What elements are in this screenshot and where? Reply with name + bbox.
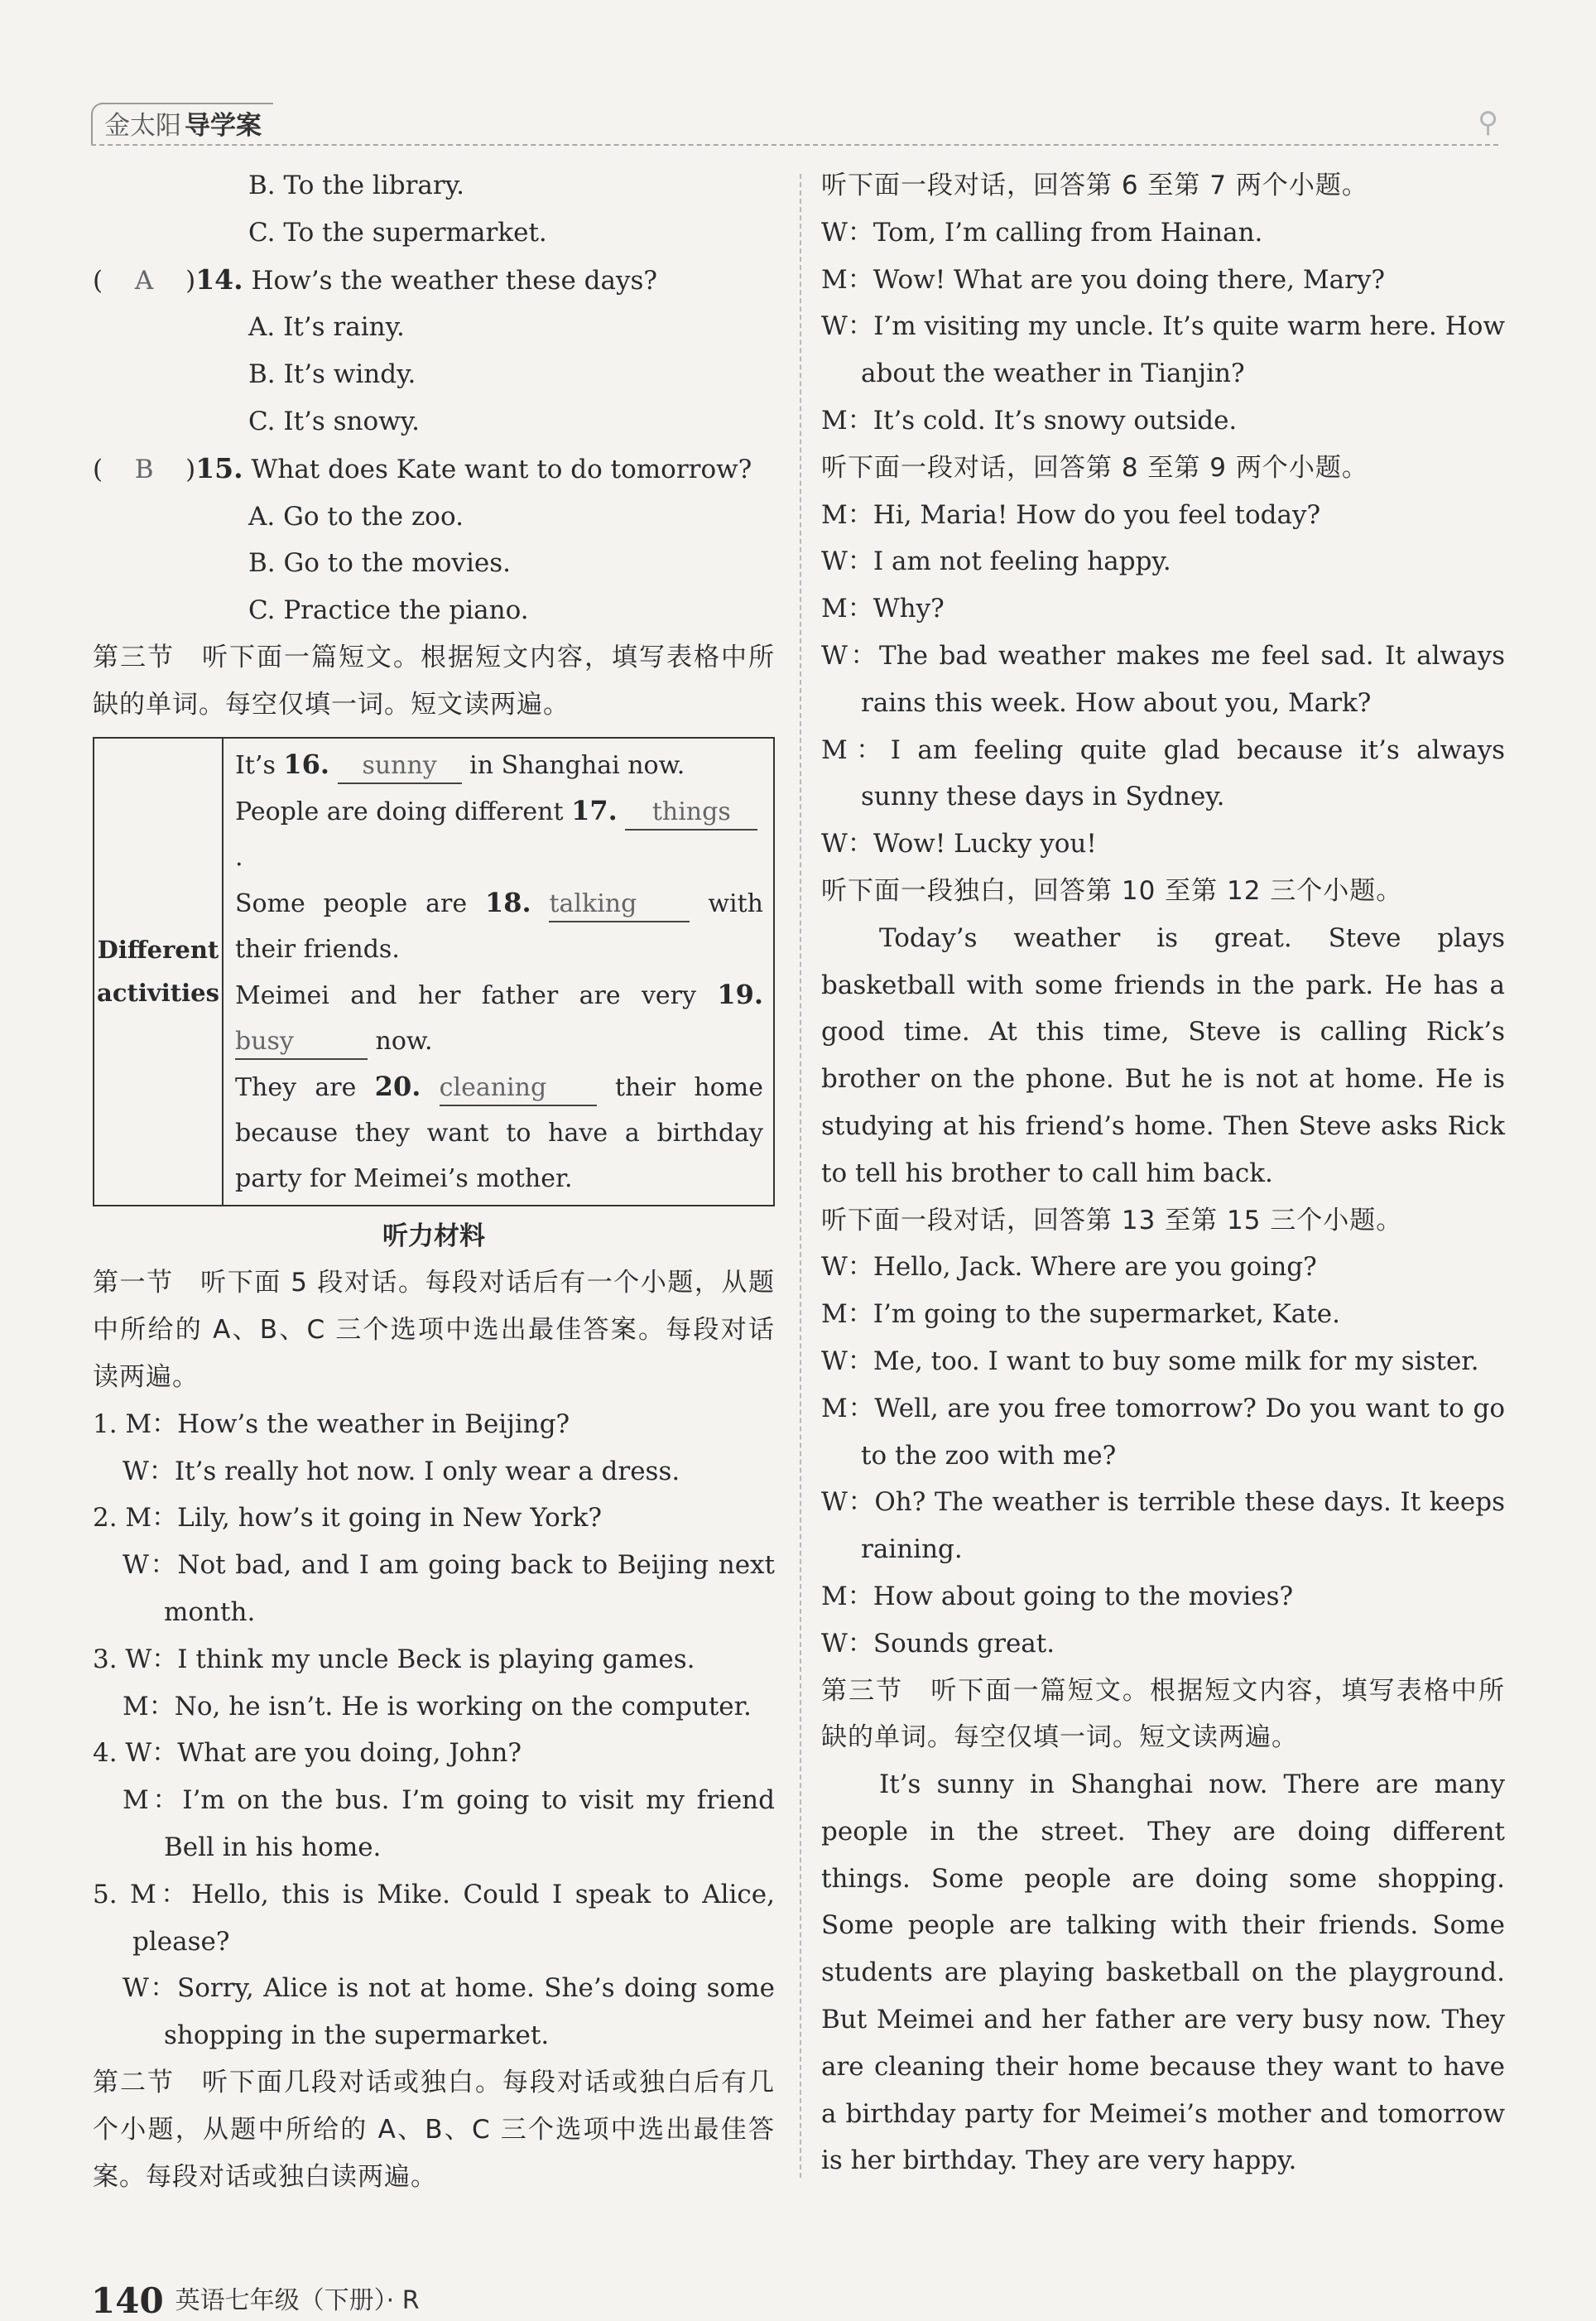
dialog-3-line2: M：No, he isn’t. He is working on the computer. xyxy=(123,1691,752,1721)
q13-option-b: B. To the library. xyxy=(248,171,464,200)
page-header xyxy=(91,103,1498,146)
dialog-line: M：I’m going to the supermarket, Kate. xyxy=(821,1299,1340,1330)
blank-number: 17. xyxy=(571,794,618,826)
question-15: ( B )15. What does Kate want to do tomorrow? xyxy=(93,445,775,494)
section3-instruction-right: 第三节 听下面一篇短文。根据短文内容，填写表格中所缺的单词。每空仅填一词。短文读两遍。 xyxy=(821,1675,1505,1753)
monologue-10-12: Today’s weather is great. Steve plays basketball with some friends in the park. He has a good time. At this time, Steve is calling Rick’s brother on the phone. But he is not at home. He is studying at his friend’s home. Then Steve asks Rick to tell his brother to call him back. xyxy=(821,922,1505,1188)
dialog-line: W：The bad weather makes me feel sad. It always rains this week. How about you, Mark? xyxy=(821,640,1505,718)
question-text: What does Kate want to do tomorrow? xyxy=(251,454,752,484)
blank-number: 16. xyxy=(283,748,330,780)
dialog-1-line2: W：It’s really hot now. I only wear a dress. xyxy=(123,1456,680,1486)
row-text: . xyxy=(235,842,243,872)
blank-20: cleaning xyxy=(440,1071,597,1106)
dialog-line: W：Me, too. I want to buy some milk for my sister. xyxy=(821,1346,1479,1376)
answer-15: B xyxy=(134,454,154,484)
q15-option-c: C. Practice the piano. xyxy=(248,595,529,626)
question-14: ( A )14. How’s the weather these days? xyxy=(93,257,775,305)
q14-option-b: B. It’s windy. xyxy=(248,359,416,390)
dialog-line: M：Hi, Maria! How do you feel today? xyxy=(821,499,1321,530)
brand-name: 金太阳 xyxy=(104,111,181,141)
table-row-19 xyxy=(235,972,763,1064)
right-column xyxy=(821,162,1505,2184)
brand-logo xyxy=(91,103,273,146)
question-number: 14. xyxy=(195,262,243,296)
blank-number: 20. xyxy=(374,1070,421,1102)
blank-17: things xyxy=(625,796,757,831)
page-number: 140 xyxy=(91,2280,164,2321)
answer-14: A xyxy=(134,265,154,296)
dialog-line: W：Wow! Lucky you! xyxy=(821,829,1097,860)
row-text: They are xyxy=(235,1072,375,1102)
dialog-5-line1: 5. M：Hello, this is Mike. Could I speak to Alice, please? xyxy=(93,1879,775,1957)
table-label xyxy=(94,738,223,1206)
q13-option-c: C. To the supermarket. xyxy=(248,217,547,248)
material-title: 听力材料 xyxy=(382,1221,485,1251)
question-number: 15. xyxy=(195,451,243,484)
dialog-1-line1: 1. M：How’s the weather in Beijing? xyxy=(93,1408,570,1439)
dialog-line: W：Oh? The weather is terrible these days. It keeps raining. xyxy=(821,1487,1505,1565)
dialog-2-line1: 2. M：Lily, how’s it going in New York? xyxy=(93,1503,603,1534)
dialog-line: M：How about going to the movies? xyxy=(821,1581,1294,1611)
dialog-line: W：I’m visiting my uncle. It’s quite warm here. How about the weather in Tianjin? xyxy=(821,311,1505,389)
dialog-line: M：It’s cold. It’s snowy outside. xyxy=(821,405,1238,436)
q15-option-a: A. Go to the zoo. xyxy=(248,501,464,532)
row-text: with their friends. xyxy=(235,888,763,964)
q14-option-c: C. It’s snowy. xyxy=(248,406,420,436)
row-text: their home because they want to have a birthday party for Meimei’s mother. xyxy=(235,1072,763,1193)
table-row-20 xyxy=(235,1064,763,1201)
dialog-line: M：Wow! What are you doing there, Mary? xyxy=(821,264,1386,295)
dialog-line: W：I am not feeling happy. xyxy=(821,547,1171,577)
page-footer xyxy=(91,2280,420,2321)
intro-6-7: 听下面一段对话，回答第 6 至第 7 两个小题。 xyxy=(821,171,1368,200)
table-row-18 xyxy=(235,880,763,972)
blank-18: talking xyxy=(549,888,690,922)
brand-subtitle: 导学案 xyxy=(185,111,262,141)
blank-16: sunny xyxy=(338,749,462,784)
dialog-line: M：Why? xyxy=(821,594,945,624)
dialog-line: W：Tom, I’m calling from Hainan. xyxy=(821,217,1263,248)
dialog-4-line1: 4. W：What are you doing, John? xyxy=(93,1738,522,1769)
section3-instruction: 第三节 听下面一篇短文。根据短文内容，填写表格中所缺的单词。每空仅填一词。短文读两遍。 xyxy=(93,642,775,720)
passage: It’s sunny in Shanghai now. There are many people in the street. They are doing different things. Some people are doing some shopping. Some people are talking with their friends. Some students are playing basketball on the playground. But Meimei and her father are very busy now. They are cleaning their home because they want to have a birthday party for Meimei’s mother and tomorrow is her birthday. They are very happy. xyxy=(821,1770,1505,2176)
blank-19: busy xyxy=(235,1025,368,1060)
question-text: How’s the weather these days? xyxy=(251,265,658,296)
section2-instruction: 第二节 听下面几段对话或独白。每段对话或独白后有几个小题，从题中所给的 A、B、C 三个选项中选出最佳答案。每段对话或独白读两遍。 xyxy=(93,2067,775,2192)
intro-13-15: 听下面一段对话，回答第 13 至第 15 三个小题。 xyxy=(821,1205,1403,1235)
header-rule xyxy=(91,144,1498,146)
row-text: People are doing different xyxy=(235,797,572,826)
left-column xyxy=(93,162,775,2200)
dialog-line: W：Hello, Jack. Where are you going? xyxy=(821,1252,1317,1283)
row-text: Meimei and her father are very xyxy=(235,980,718,1010)
activities-table xyxy=(93,737,775,1206)
table-row-16 xyxy=(235,742,763,788)
table-row-17 xyxy=(235,788,763,880)
intro-8-9: 听下面一段对话，回答第 8 至第 9 两个小题。 xyxy=(821,452,1368,483)
blank-number: 18. xyxy=(484,886,531,918)
intro-10-12: 听下面一段独白，回答第 10 至第 12 三个小题。 xyxy=(821,875,1403,906)
dialog-3-line1: 3. W：I think my uncle Beck is playing games. xyxy=(93,1644,695,1674)
lightbulb-icon: ⚲ xyxy=(1478,106,1498,139)
section1-instruction: 第一节 听下面 5 段对话。每段对话后有一个小题，从题中所给的 A、B、C 三个选项中选出最佳答案。每段对话读两遍。 xyxy=(93,1268,775,1392)
dialog-5-line2: W：Sorry, Alice is not at home. She’s doing some shopping in the supermarket. xyxy=(123,1973,775,2051)
table-label-line2: activities xyxy=(97,979,219,1008)
blank-number: 19. xyxy=(717,978,763,1010)
dialog-line: M：I am feeling quite glad because it’s always sunny these days in Sydney. xyxy=(821,734,1505,812)
dialog-line: M：Well, are you free tomorrow? Do you want to go to the zoo with me? xyxy=(821,1393,1505,1471)
row-text: It’s xyxy=(235,750,284,780)
q14-option-a: A. It’s rainy. xyxy=(248,312,405,343)
book-title: 英语七年级（下册）· R xyxy=(175,2286,420,2315)
table-label-line1: Different xyxy=(97,936,219,965)
dialog-line: W：Sounds great. xyxy=(821,1628,1055,1659)
dialog-2-line2: W：Not bad, and I am going back to Beijing next month. xyxy=(123,1550,775,1627)
q15-option-b: B. Go to the movies. xyxy=(248,548,511,579)
row-text: in Shanghai now. xyxy=(461,750,685,780)
row-text: Some people are xyxy=(235,888,485,918)
column-divider xyxy=(800,174,801,2178)
row-text: now. xyxy=(368,1026,433,1056)
dialog-4-line2: M：I’m on the bus. I’m going to visit my friend Bell in his home. xyxy=(123,1785,775,1862)
table-content xyxy=(223,738,774,1206)
